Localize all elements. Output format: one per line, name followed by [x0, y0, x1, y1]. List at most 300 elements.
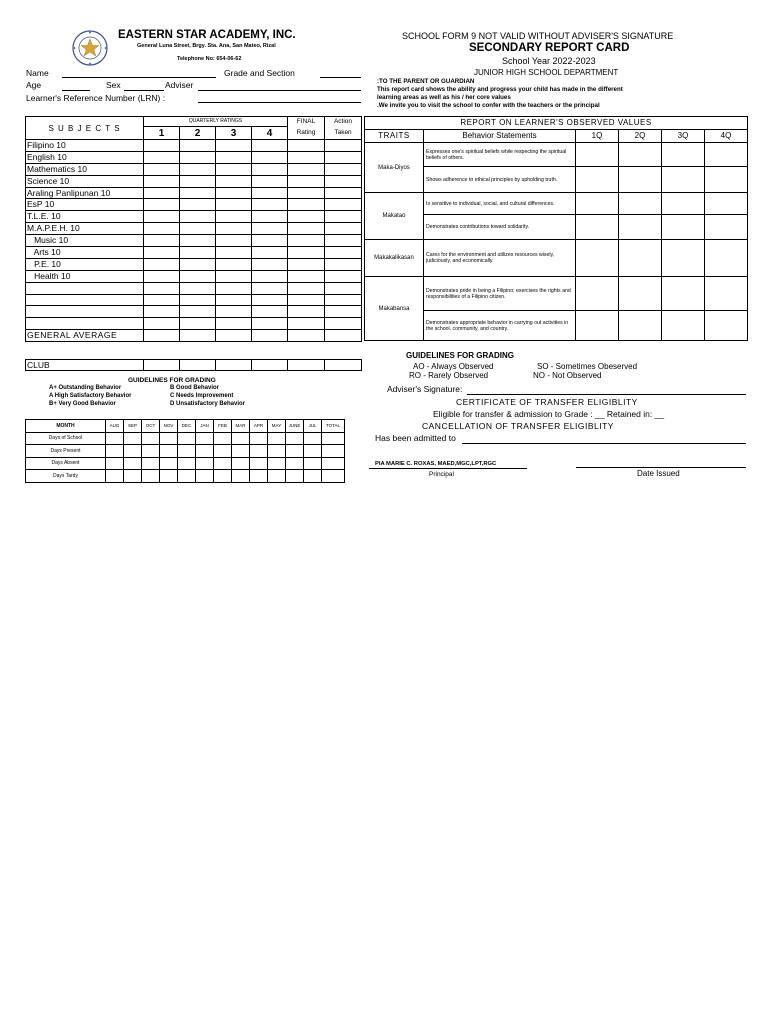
attendance-cell[interactable] [250, 445, 268, 458]
grade-cell[interactable] [252, 140, 288, 152]
grade-cell[interactable] [325, 330, 362, 342]
grade-cell[interactable] [325, 294, 362, 306]
grade-cell[interactable] [325, 187, 362, 199]
values-rating-cell[interactable] [705, 240, 748, 277]
grade-cell[interactable] [180, 294, 216, 306]
grade-cell[interactable] [288, 270, 325, 282]
grade-cell[interactable] [325, 151, 362, 163]
taken-header: Taken [325, 127, 362, 140]
grade-cell[interactable] [325, 318, 362, 330]
grade-cell[interactable] [252, 294, 288, 306]
date-issued-line[interactable] [576, 467, 746, 468]
club-cell[interactable] [252, 360, 288, 371]
grade-cell[interactable] [252, 151, 288, 163]
guideline-so: SO - Sometimes Obeserved [537, 362, 638, 371]
values-rating-cell[interactable] [619, 311, 662, 341]
table-row [26, 306, 362, 318]
grade-cell[interactable] [144, 247, 180, 259]
grade-cell[interactable] [288, 223, 325, 235]
club-cell[interactable] [216, 360, 252, 371]
month-column-header: SEP [124, 420, 142, 433]
guideline-left-4: B Good Behavior [170, 385, 220, 391]
grade-cell[interactable] [252, 270, 288, 282]
school-name: EASTERN STAR ACADEMY, INC. [118, 29, 296, 41]
name-label: Name [26, 68, 49, 78]
club-cell[interactable] [144, 360, 180, 371]
values-rating-cell[interactable] [576, 215, 619, 240]
grade-cell[interactable] [216, 258, 252, 270]
trait-name: Makabansa [365, 277, 424, 341]
grade-cell[interactable] [180, 270, 216, 282]
subject-name: Arts 10 [26, 247, 144, 259]
table-row [26, 187, 362, 199]
attendance-cell[interactable] [286, 457, 304, 470]
month-column-header: FEB [214, 420, 232, 433]
grade-cell[interactable] [252, 330, 288, 342]
attendance-cell[interactable] [322, 445, 345, 458]
trait-name: Maka-Diyos [365, 143, 424, 193]
grade-cell[interactable] [325, 223, 362, 235]
attendance-cell[interactable] [268, 445, 286, 458]
grade-cell[interactable] [144, 223, 180, 235]
lrn-field[interactable] [198, 102, 361, 103]
attendance-cell[interactable] [178, 457, 196, 470]
rating-header: Rating [288, 127, 325, 140]
values-rating-cell[interactable] [576, 143, 619, 167]
grade-cell[interactable] [144, 199, 180, 211]
guideline-left-1: A+ Outstanding Behavior [49, 385, 122, 391]
attendance-cell[interactable] [106, 432, 124, 445]
club-cell[interactable] [288, 360, 325, 371]
values-rating-cell[interactable] [662, 277, 705, 311]
attendance-cell[interactable] [322, 432, 345, 445]
grade-cell[interactable] [144, 282, 180, 294]
values-rating-cell[interactable] [705, 193, 748, 215]
certificate-title: CERTIFICATE OF TRANSFER ELIGIBLITY [456, 397, 638, 407]
grade-cell[interactable] [216, 294, 252, 306]
month-column-header: DEC [178, 420, 196, 433]
month-column-header: JUNE [286, 420, 304, 433]
attendance-cell[interactable] [214, 432, 232, 445]
grade-cell[interactable] [325, 163, 362, 175]
values-rating-cell[interactable] [662, 143, 705, 167]
attendance-row-label: Days Present [26, 445, 106, 458]
grade-cell[interactable] [252, 163, 288, 175]
attendance-cell[interactable] [160, 445, 178, 458]
attendance-cell[interactable] [232, 445, 250, 458]
values-rating-cell[interactable] [705, 167, 748, 193]
grade-cell[interactable] [180, 187, 216, 199]
statements-header: Behavior Statements [424, 130, 576, 143]
attendance-cell[interactable] [232, 457, 250, 470]
grade-cell[interactable] [144, 175, 180, 187]
table-row [26, 163, 362, 175]
grade-cell[interactable] [216, 247, 252, 259]
grade-cell[interactable] [144, 211, 180, 223]
grade-section-field[interactable] [320, 77, 361, 78]
month-column-header: APR [250, 420, 268, 433]
grade-cell[interactable] [252, 306, 288, 318]
attendance-cell[interactable] [106, 445, 124, 458]
grade-cell[interactable] [252, 187, 288, 199]
attendance-cell[interactable] [304, 432, 322, 445]
traits-header: TRAITS [365, 130, 424, 143]
attendance-row-label: Days Tardy [26, 470, 106, 483]
attendance-row [26, 432, 345, 445]
values-rating-cell[interactable] [619, 240, 662, 277]
grade-cell[interactable] [144, 306, 180, 318]
subject-name: Health 10 [26, 270, 144, 282]
attendance-row [26, 470, 345, 483]
month-column-header: AUG [106, 420, 124, 433]
parent-note-line2: learning areas as well as his / her core values [377, 94, 511, 101]
grade-cell[interactable] [216, 223, 252, 235]
values-rating-cell[interactable] [576, 311, 619, 341]
principal-name: PIA MARIE C. ROXAS, MAED,MGC,LPT,RGC [375, 461, 497, 467]
grade-cell[interactable] [325, 211, 362, 223]
grade-cell[interactable] [144, 235, 180, 247]
values-rating-cell[interactable] [662, 311, 705, 341]
behavior-statement: Demonstrates pride in being a Filipino; exercises the rights and responsibilities of a Filipino citizen. [424, 277, 576, 311]
values-row [365, 193, 748, 215]
subject-name [26, 306, 144, 318]
admitted-label: Has been admitted to [375, 433, 456, 443]
grade-cell[interactable] [288, 247, 325, 259]
values-rating-cell[interactable] [705, 215, 748, 240]
guideline-left-2: A High Satisfactory Behavior [49, 393, 132, 399]
grade-cell[interactable] [180, 247, 216, 259]
quarter-4-header: 4 [252, 127, 288, 140]
attendance-cell[interactable] [232, 432, 250, 445]
grade-cell[interactable] [325, 282, 362, 294]
grade-cell[interactable] [180, 151, 216, 163]
grade-cell[interactable] [144, 258, 180, 270]
subject-name [26, 318, 144, 330]
attendance-cell[interactable] [214, 457, 232, 470]
attendance-cell[interactable] [250, 457, 268, 470]
attendance-cell[interactable] [196, 445, 214, 458]
values-rating-cell[interactable] [662, 193, 705, 215]
grade-cell[interactable] [144, 140, 180, 152]
values-rating-cell[interactable] [619, 193, 662, 215]
grade-cell[interactable] [144, 318, 180, 330]
grade-cell[interactable] [180, 223, 216, 235]
attendance-cell[interactable] [214, 470, 232, 483]
table-row [26, 270, 362, 282]
behavior-statement: Is sensitive to individual, social, and cultural differences. [424, 193, 576, 215]
attendance-cell[interactable] [196, 432, 214, 445]
table-row [26, 318, 362, 330]
values-row [365, 143, 748, 167]
grade-cell[interactable] [288, 175, 325, 187]
attendance-cell[interactable] [124, 445, 142, 458]
grade-cell[interactable] [144, 330, 180, 342]
month-column-header: MAR [232, 420, 250, 433]
attendance-cell[interactable] [268, 470, 286, 483]
principal-label: Principal [429, 471, 454, 478]
table-row [26, 294, 362, 306]
values-rating-cell[interactable] [619, 215, 662, 240]
values-rating-cell[interactable] [705, 143, 748, 167]
grade-cell[interactable] [144, 187, 180, 199]
grade-cell[interactable] [252, 211, 288, 223]
guideline-left-6: D Unsatisfactory Behavior [170, 401, 246, 407]
adviser-signature-label: Adviser's Signature: [387, 384, 463, 394]
attendance-cell[interactable] [178, 470, 196, 483]
guideline-ro: RO - Rarely Observed [409, 371, 489, 380]
grade-cell[interactable] [325, 247, 362, 259]
grade-cell[interactable] [252, 235, 288, 247]
attendance-cell[interactable] [304, 457, 322, 470]
grade-cell[interactable] [325, 258, 362, 270]
grade-cell[interactable] [180, 199, 216, 211]
grade-cell[interactable] [180, 163, 216, 175]
grade-cell[interactable] [216, 235, 252, 247]
grade-cell[interactable] [144, 270, 180, 282]
trait-name: Makatao [365, 193, 424, 240]
grade-cell[interactable] [252, 199, 288, 211]
grade-cell[interactable] [180, 318, 216, 330]
attendance-cell[interactable] [196, 470, 214, 483]
attendance-cell[interactable] [214, 445, 232, 458]
parent-note-line1: This report card shows the ability and progress your child has made in the different [377, 86, 623, 93]
grade-cell[interactable] [325, 140, 362, 152]
grade-cell[interactable] [216, 140, 252, 152]
grade-cell[interactable] [144, 294, 180, 306]
grade-cell[interactable] [216, 306, 252, 318]
parent-note-heading: :TO THE PARENT OR GUARDIAN [377, 78, 475, 85]
attendance-cell[interactable] [286, 432, 304, 445]
grade-cell[interactable] [252, 258, 288, 270]
trait-name: Makakalikasan [365, 240, 424, 277]
club-cell[interactable] [180, 360, 216, 371]
values-rating-cell[interactable] [576, 167, 619, 193]
values-rating-cell[interactable] [576, 193, 619, 215]
grade-cell[interactable] [252, 282, 288, 294]
grade-cell[interactable] [180, 140, 216, 152]
attendance-cell[interactable] [142, 457, 160, 470]
behavior-statement: Shows adherence to ethical principles by upholding truth. [424, 167, 576, 193]
attendance-cell[interactable] [268, 457, 286, 470]
values-q3-header: 3Q [662, 130, 705, 143]
quarter-2-header: 2 [180, 127, 216, 140]
signature-notice: SCHOOL FORM 9 NOT VALID WITHOUT ADVISER'S SIGNATURE [402, 31, 674, 41]
date-issued-label: Date Issued [637, 469, 680, 478]
grade-cell[interactable] [180, 175, 216, 187]
grade-cell[interactable] [288, 294, 325, 306]
grade-cell[interactable] [216, 282, 252, 294]
grade-cell[interactable] [216, 211, 252, 223]
attendance-cell[interactable] [286, 445, 304, 458]
age-label: Age [26, 80, 42, 90]
values-rating-cell[interactable] [619, 277, 662, 311]
attendance-cell[interactable] [178, 445, 196, 458]
grade-cell[interactable] [144, 163, 180, 175]
attendance-row-label: Days Absent [26, 457, 106, 470]
attendance-cell[interactable] [286, 470, 304, 483]
grade-cell[interactable] [216, 163, 252, 175]
grade-cell[interactable] [288, 199, 325, 211]
name-field[interactable] [62, 77, 216, 78]
grade-cell[interactable] [325, 235, 362, 247]
adviser-field[interactable] [198, 90, 361, 91]
grade-cell[interactable] [216, 270, 252, 282]
grade-cell[interactable] [288, 282, 325, 294]
subject-name: Araling Panlipunan 10 [26, 187, 144, 199]
quarter-1-header: 1 [144, 127, 180, 140]
grade-cell[interactable] [252, 223, 288, 235]
month-column-header: TOTAL [322, 420, 345, 433]
table-row [26, 235, 362, 247]
grade-cell[interactable] [288, 258, 325, 270]
attendance-cell[interactable] [124, 432, 142, 445]
values-rating-cell[interactable] [662, 167, 705, 193]
grade-cell[interactable] [288, 140, 325, 152]
attendance-row [26, 445, 345, 458]
attendance-cell[interactable] [124, 470, 142, 483]
quarter-3-header: 3 [216, 127, 252, 140]
values-rating-cell[interactable] [619, 143, 662, 167]
grade-cell[interactable] [216, 187, 252, 199]
subject-name: M.A.P.E.H. 10 [26, 223, 144, 235]
grade-cell[interactable] [325, 175, 362, 187]
grade-cell[interactable] [288, 235, 325, 247]
grade-cell[interactable] [180, 211, 216, 223]
guideline-ao: AO - Always Observed [413, 362, 494, 371]
principal-signature-line [369, 468, 527, 469]
grade-cell[interactable] [252, 318, 288, 330]
grade-cell[interactable] [216, 199, 252, 211]
attendance-cell[interactable] [304, 445, 322, 458]
grade-cell[interactable] [288, 211, 325, 223]
attendance-cell[interactable] [142, 445, 160, 458]
attendance-cell[interactable] [196, 457, 214, 470]
school-year: School Year 2022-2023 [502, 56, 596, 66]
attendance-cell[interactable] [250, 470, 268, 483]
table-row [26, 175, 362, 187]
behavior-statement: Expresses one's spiritual beliefs while respecting the spiritual beliefs of others. [424, 143, 576, 167]
grade-cell[interactable] [216, 318, 252, 330]
grade-cell[interactable] [216, 175, 252, 187]
attendance-table [25, 419, 345, 483]
guideline-left-5: C Needs Improvement [170, 393, 234, 399]
attendance-cell[interactable] [142, 432, 160, 445]
attendance-cell[interactable] [106, 457, 124, 470]
month-column-header: NOV [160, 420, 178, 433]
right-guidelines-title: GUIDELINES FOR GRADING [406, 351, 515, 360]
grade-cell[interactable] [288, 163, 325, 175]
values-rating-cell[interactable] [705, 311, 748, 341]
values-q1-header: 1Q [576, 130, 619, 143]
grade-cell[interactable] [325, 306, 362, 318]
month-column-header: OCT [142, 420, 160, 433]
table-row [26, 247, 362, 259]
attendance-cell[interactable] [160, 432, 178, 445]
month-column-header: JUL [304, 420, 322, 433]
grade-cell[interactable] [288, 318, 325, 330]
table-row [26, 211, 362, 223]
values-rating-cell[interactable] [576, 240, 619, 277]
attendance-cell[interactable] [304, 470, 322, 483]
attendance-cell[interactable] [268, 432, 286, 445]
values-rating-cell[interactable] [705, 277, 748, 311]
grade-cell[interactable] [288, 151, 325, 163]
subject-name: Science 10 [26, 175, 144, 187]
grade-cell[interactable] [180, 235, 216, 247]
subject-name: English 10 [26, 151, 144, 163]
subjects-header: S U B J E C T S [26, 117, 144, 140]
attendance-cell[interactable] [178, 432, 196, 445]
attendance-cell[interactable] [106, 470, 124, 483]
attendance-cell[interactable] [322, 457, 345, 470]
grade-cell[interactable] [180, 306, 216, 318]
left-guidelines-title: GUIDELINES FOR GRADING [128, 377, 216, 384]
final-header: FINAL [288, 117, 325, 127]
values-rating-cell[interactable] [576, 277, 619, 311]
behavior-statement: Demonstrates contributions toward solidarity. [424, 215, 576, 240]
values-row [365, 240, 748, 277]
behavior-statement: Demonstrates appropriate behavior in carrying out activities in the school, community, and country. [424, 311, 576, 341]
grade-cell[interactable] [144, 151, 180, 163]
grade-cell[interactable] [325, 199, 362, 211]
grade-cell[interactable] [288, 330, 325, 342]
subject-name: Music 10 [26, 235, 144, 247]
quarterly-ratings-header: QUARTERLY RATINGS [144, 117, 288, 127]
grade-cell[interactable] [216, 330, 252, 342]
subject-name [26, 294, 144, 306]
grade-cell[interactable] [180, 330, 216, 342]
guideline-left-3: B+ Very Good Behavior [49, 401, 116, 407]
behavior-statement: Cares for the environment and utilizes resources wisely, judiciously, and economically. [424, 240, 576, 277]
grade-cell[interactable] [180, 258, 216, 270]
attendance-cell[interactable] [160, 457, 178, 470]
values-q2-header: 2Q [619, 130, 662, 143]
attendance-cell[interactable] [250, 432, 268, 445]
school-telephone: Telephone No: 654-06-62 [177, 56, 242, 62]
club-table [25, 359, 362, 371]
grade-cell[interactable] [325, 270, 362, 282]
grade-cell[interactable] [252, 247, 288, 259]
values-rating-cell[interactable] [619, 167, 662, 193]
admitted-line[interactable] [462, 443, 746, 444]
attendance-cell[interactable] [322, 470, 345, 483]
grade-cell[interactable] [216, 151, 252, 163]
month-column-header: JAN [196, 420, 214, 433]
sex-field[interactable] [124, 90, 164, 91]
adviser-signature-line[interactable] [467, 394, 746, 395]
values-q4-header: 4Q [705, 130, 748, 143]
values-rating-cell[interactable] [662, 215, 705, 240]
observed-values-table [364, 116, 748, 341]
guideline-no: NO - Not Observed [533, 371, 602, 380]
grade-cell[interactable] [180, 282, 216, 294]
club-label: CLUB [26, 360, 144, 371]
grade-cell[interactable] [252, 175, 288, 187]
attendance-cell[interactable] [142, 470, 160, 483]
attendance-cell[interactable] [160, 470, 178, 483]
grades-table [25, 116, 362, 342]
attendance-cell[interactable] [124, 457, 142, 470]
grade-cell[interactable] [288, 187, 325, 199]
subject-name: EsP 10 [26, 199, 144, 211]
attendance-cell[interactable] [232, 470, 250, 483]
club-cell[interactable] [325, 360, 362, 371]
values-rating-cell[interactable] [662, 240, 705, 277]
subject-name: Mathematics 10 [26, 163, 144, 175]
sex-label: Sex [106, 80, 121, 90]
grade-cell[interactable] [288, 306, 325, 318]
age-field[interactable] [62, 90, 90, 91]
